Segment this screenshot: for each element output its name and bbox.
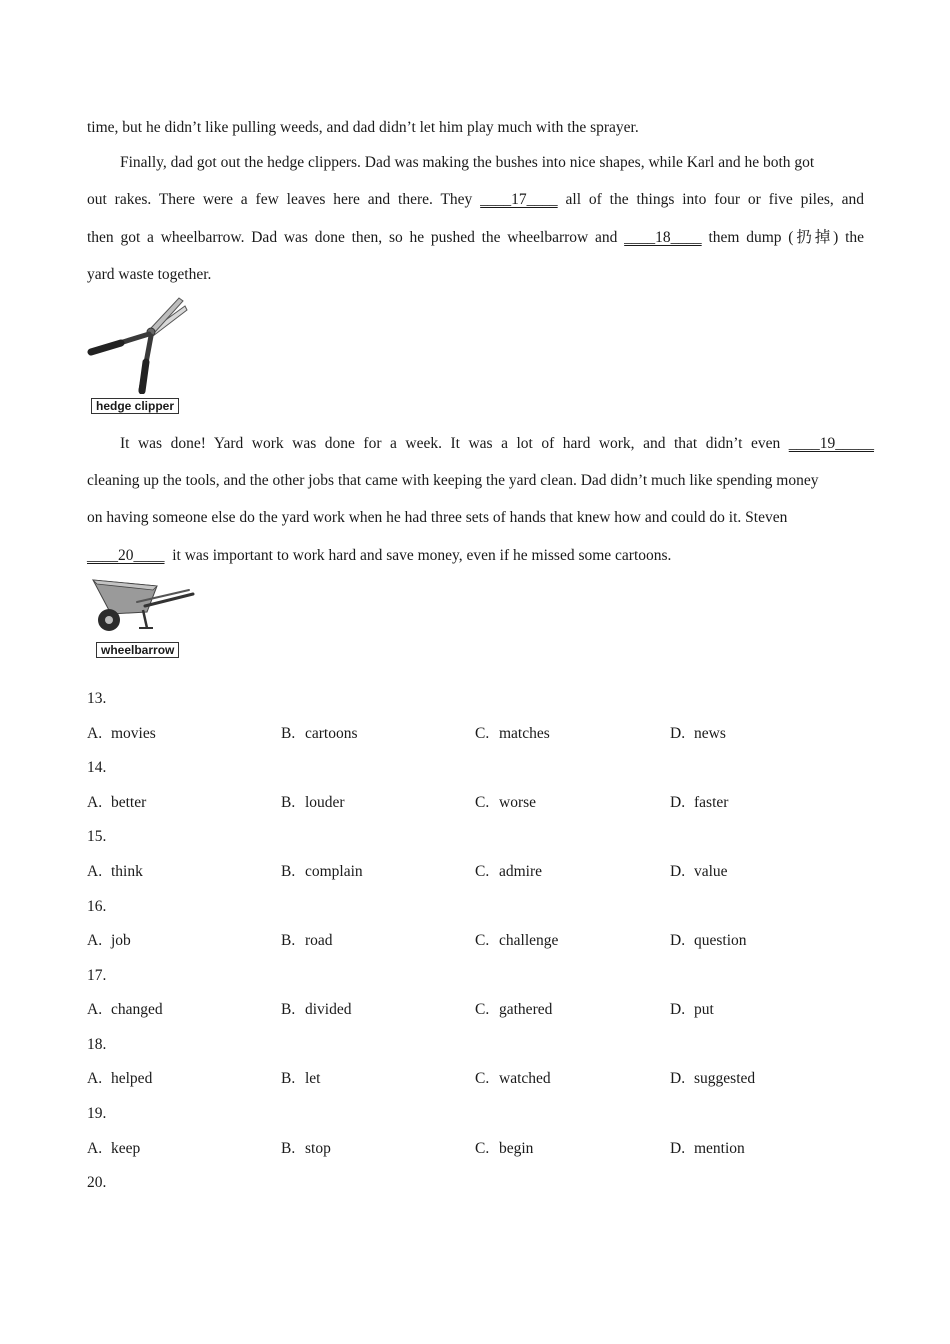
option-letter: D. [670,1140,686,1157]
option-text: louder [305,794,345,811]
option-text: matches [499,725,550,742]
hedge-clipper-caption: hedge clipper [91,398,179,414]
passage-text: cleaning up the tools, and the other jobs that came with keeping the yard clean. Dad didn’t much like spending money [87,472,819,489]
option-text: cartoons [305,725,358,742]
question-number: 16. [87,898,107,915]
question-number: 14. [87,759,107,776]
option-a[interactable] [87,724,156,744]
wheelbarrow-caption: wheelbarrow [96,642,179,658]
option-text: movies [111,725,156,742]
wheelbarrow-icon [87,576,197,634]
option-d[interactable] [670,793,728,813]
passage-text: on having someone else do the yard work when he had three sets of hands that knew how and could do it. Steven [87,509,788,526]
question-number: 19. [87,1105,107,1122]
blank-19: ____19_____ [788,435,875,452]
passage-text: it was important to work hard and save money, even if he missed some cartoons. [172,547,672,564]
option-letter: C. [475,1140,490,1157]
option-c[interactable] [475,862,542,882]
option-c[interactable] [475,1069,551,1089]
passage-text: It was done! Yard work was done for a week. It was a lot of hard work, and that didn’t even [120,435,781,452]
option-text: stop [305,1140,331,1157]
option-text: suggested [694,1070,756,1087]
option-text: changed [111,1001,163,1018]
option-text: news [694,725,726,742]
hedge-clipper-figure [87,294,191,418]
option-text: divided [305,1001,352,1018]
option-letter: B. [281,1140,296,1157]
option-text: watched [499,1070,551,1087]
passage-text: all of the things into four or five piles, and [565,191,865,208]
option-text: helped [111,1070,153,1087]
option-text: complain [305,863,363,880]
passage-text: them dump (扔掉) the [708,229,865,246]
option-text: think [111,863,143,880]
option-text: worse [499,794,537,811]
passage-line [87,508,864,528]
option-d[interactable] [670,1139,745,1159]
option-letter: C. [475,1070,490,1087]
question-number: 18. [87,1036,107,1053]
passage-text: out rakes. There were a few leaves here and there. They [87,191,473,208]
option-a[interactable] [87,1069,152,1089]
option-letter: D. [670,932,686,949]
passage-line [87,471,864,491]
option-b[interactable] [281,931,333,951]
option-letter: B. [281,794,296,811]
option-text: begin [499,1140,534,1157]
option-b[interactable] [281,1069,321,1089]
option-a[interactable] [87,1139,140,1159]
option-letter: B. [281,932,296,949]
passage-line [120,434,874,454]
option-text: mention [694,1140,745,1157]
option-text: better [111,794,147,811]
option-text: let [305,1070,321,1087]
passage-text: Finally, dad got out the hedge clippers. Dad was making the bushes into nice shapes, while Karl and he both got [120,154,815,171]
option-letter: D. [670,725,686,742]
option-d[interactable] [670,862,728,882]
question-number: 13. [87,690,107,707]
option-a[interactable] [87,931,131,951]
option-a[interactable] [87,793,146,813]
passage-line [87,190,864,210]
option-letter: A. [87,1140,103,1157]
option-text: keep [111,1140,141,1157]
option-b[interactable] [281,862,363,882]
question-number: 20. [87,1174,107,1191]
option-d[interactable] [670,1069,755,1089]
option-letter: B. [281,863,296,880]
passage-line [87,118,864,138]
option-c[interactable] [475,931,558,951]
option-letter: B. [281,1070,296,1087]
option-letter: C. [475,1001,490,1018]
blank-20: ____20____ [87,547,165,564]
option-a[interactable] [87,1000,163,1020]
option-letter: C. [475,932,490,949]
option-letter: D. [670,1070,686,1087]
question-number: 17. [87,967,107,984]
option-b[interactable] [281,1000,352,1020]
option-c[interactable] [475,1000,552,1020]
option-b[interactable] [281,793,345,813]
option-a[interactable] [87,862,143,882]
option-c[interactable] [475,793,536,813]
option-letter: C. [475,863,490,880]
blank-18: ____18____ [624,229,702,246]
passage-line [120,153,864,173]
option-text: faster [694,794,729,811]
option-text: job [111,932,131,949]
passage-text: time, but he didn’t like pulling weeds, and dad didn’t let him play much with the sprayer. [87,119,639,136]
option-letter: C. [475,794,490,811]
option-letter: A. [87,1070,103,1087]
option-d[interactable] [670,724,726,744]
passage-line [87,546,864,566]
question-number: 15. [87,828,107,845]
option-d[interactable] [670,931,747,951]
passage-text: yard waste together. [87,266,212,283]
option-c[interactable] [475,1139,533,1159]
option-text: value [694,863,728,880]
option-text: put [694,1001,714,1018]
option-letter: A. [87,1001,103,1018]
option-text: question [694,932,747,949]
option-letter: D. [670,863,686,880]
option-letter: A. [87,794,103,811]
wheelbarrow-figure [87,576,197,660]
option-letter: C. [475,725,490,742]
option-text: road [305,932,333,949]
option-letter: A. [87,725,103,742]
option-letter: D. [670,1001,686,1018]
option-b[interactable] [281,1139,331,1159]
option-text: admire [499,863,543,880]
hedge-clipper-icon [87,294,191,394]
option-letter: D. [670,794,686,811]
option-text: gathered [499,1001,553,1018]
option-letter: B. [281,1001,296,1018]
blank-17: ____17____ [480,191,558,208]
option-letter: A. [87,932,103,949]
passage-text: then got a wheelbarrow. Dad was done then, so he pushed the wheelbarrow and [87,229,618,246]
option-d[interactable] [670,1000,714,1020]
option-letter: A. [87,863,103,880]
option-b[interactable] [281,724,358,744]
passage-line [87,265,864,285]
option-text: challenge [499,932,559,949]
option-c[interactable] [475,724,550,744]
option-letter: B. [281,725,296,742]
passage-line [87,228,864,248]
